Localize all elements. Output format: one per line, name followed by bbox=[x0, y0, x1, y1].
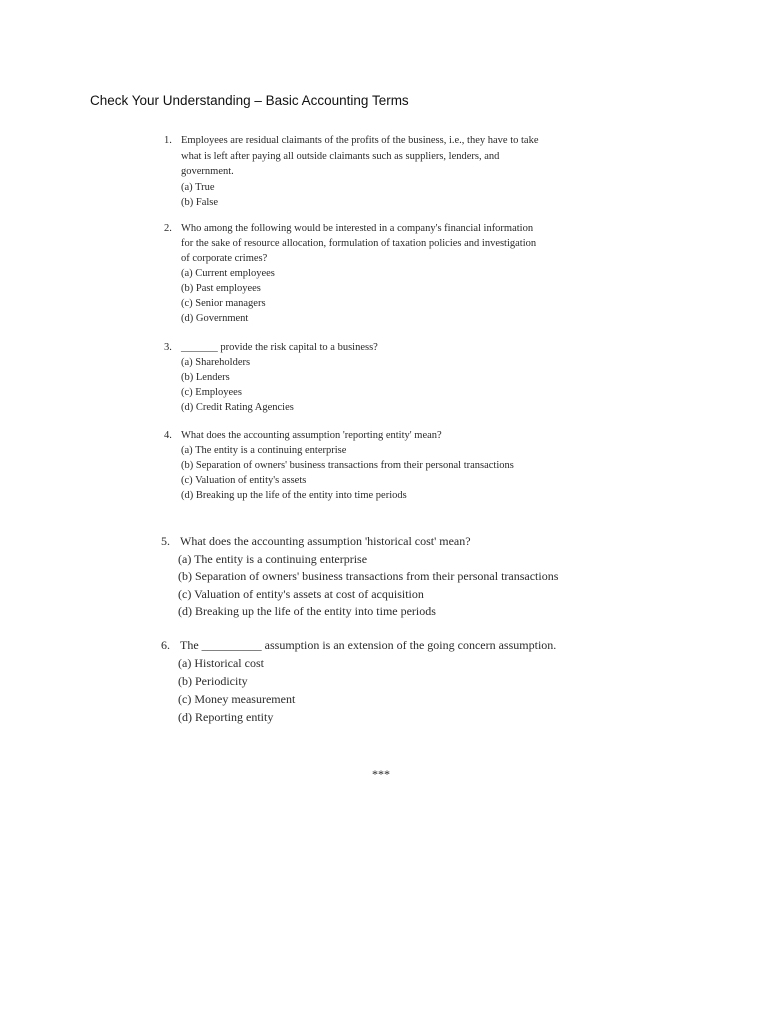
answer-option-d: (d) Credit Rating Agencies bbox=[181, 402, 294, 413]
answer-option-c: (c) Valuation of entity's assets at cost of acquisition bbox=[178, 586, 424, 601]
answer-option-d: (d) Government bbox=[181, 313, 249, 324]
answer-option-d: (d) Breaking up the life of the entity into time periods bbox=[178, 604, 436, 618]
question-stem-line: 5. What does the accounting assumption 'historical cost' mean? bbox=[161, 533, 558, 551]
question-stem-line: 3. _______ provide the risk capital to a business? bbox=[164, 342, 378, 353]
question-5 bbox=[161, 533, 558, 621]
question-stem-line: of corporate crimes? bbox=[181, 253, 268, 264]
question-number: 1. bbox=[164, 135, 172, 146]
answer-option-a: (a) Shareholders bbox=[181, 357, 251, 368]
question-1 bbox=[164, 133, 538, 211]
question-stem-line: 4. What does the accounting assumption 'reporting entity' mean? bbox=[164, 430, 442, 441]
answer-option-a: (a) The entity is a continuing enterprise bbox=[181, 445, 347, 456]
answer-option-a: (a) Historical cost bbox=[178, 656, 264, 670]
question-stem-line: 6. The __________ assumption is an extension of the going concern assumption. bbox=[161, 638, 557, 652]
question-4 bbox=[164, 428, 514, 503]
end-marker: *** bbox=[372, 767, 390, 781]
answer-option-c: (c) Valuation of entity's assets bbox=[181, 475, 307, 486]
question-stem-line: what is left after paying all outside claimants such as suppliers, lenders, and bbox=[181, 150, 500, 162]
question-2 bbox=[164, 221, 536, 326]
answer-option-d: (d) Breaking up the life of the entity into time periods bbox=[181, 490, 407, 501]
answer-option-c: (c) Senior managers bbox=[181, 298, 266, 309]
answer-option-b: (b) Periodicity bbox=[178, 674, 248, 688]
question-stem-line: government. bbox=[181, 166, 234, 177]
answer-option-a: (a) The entity is a continuing enterprise bbox=[178, 551, 368, 566]
answer-option-d: (d) Reporting entity bbox=[178, 710, 274, 724]
question-3 bbox=[164, 340, 378, 415]
answer-option-a: (a) Current employees bbox=[181, 268, 275, 279]
answer-option-c: (c) Money measurement bbox=[178, 692, 296, 706]
question-number: 6. bbox=[161, 638, 170, 652]
question-number: 2. bbox=[164, 223, 172, 234]
answer-option-c: (c) Employees bbox=[181, 387, 242, 398]
question-stem-line: 2. Who among the following would be interested in a company's financial information bbox=[164, 223, 534, 234]
answer-option-b: (b) False bbox=[181, 197, 219, 208]
question-number: 4. bbox=[164, 430, 172, 441]
answer-option-b: (b) Lenders bbox=[181, 372, 230, 383]
question-stem-line: for the sake of resource allocation, formulation of taxation policies and investigation bbox=[181, 238, 537, 249]
question-number: 3. bbox=[164, 342, 172, 353]
answer-option-b: (b) Separation of owners' business transactions from their personal transactions bbox=[178, 569, 559, 583]
answer-option-a: (a) True bbox=[181, 181, 215, 193]
page-title: Check Your Understanding – Basic Accounting Terms bbox=[90, 93, 409, 108]
question-stem-line: 1. Employees are residual claimants of the profits of the business, i.e., they have to take bbox=[164, 133, 538, 149]
question-number: 5. bbox=[161, 534, 170, 548]
answer-option-b: (b) Separation of owners' business transactions from their personal transactions bbox=[181, 460, 514, 471]
question-6 bbox=[161, 636, 556, 726]
answer-option-b: (b) Past employees bbox=[181, 283, 261, 294]
